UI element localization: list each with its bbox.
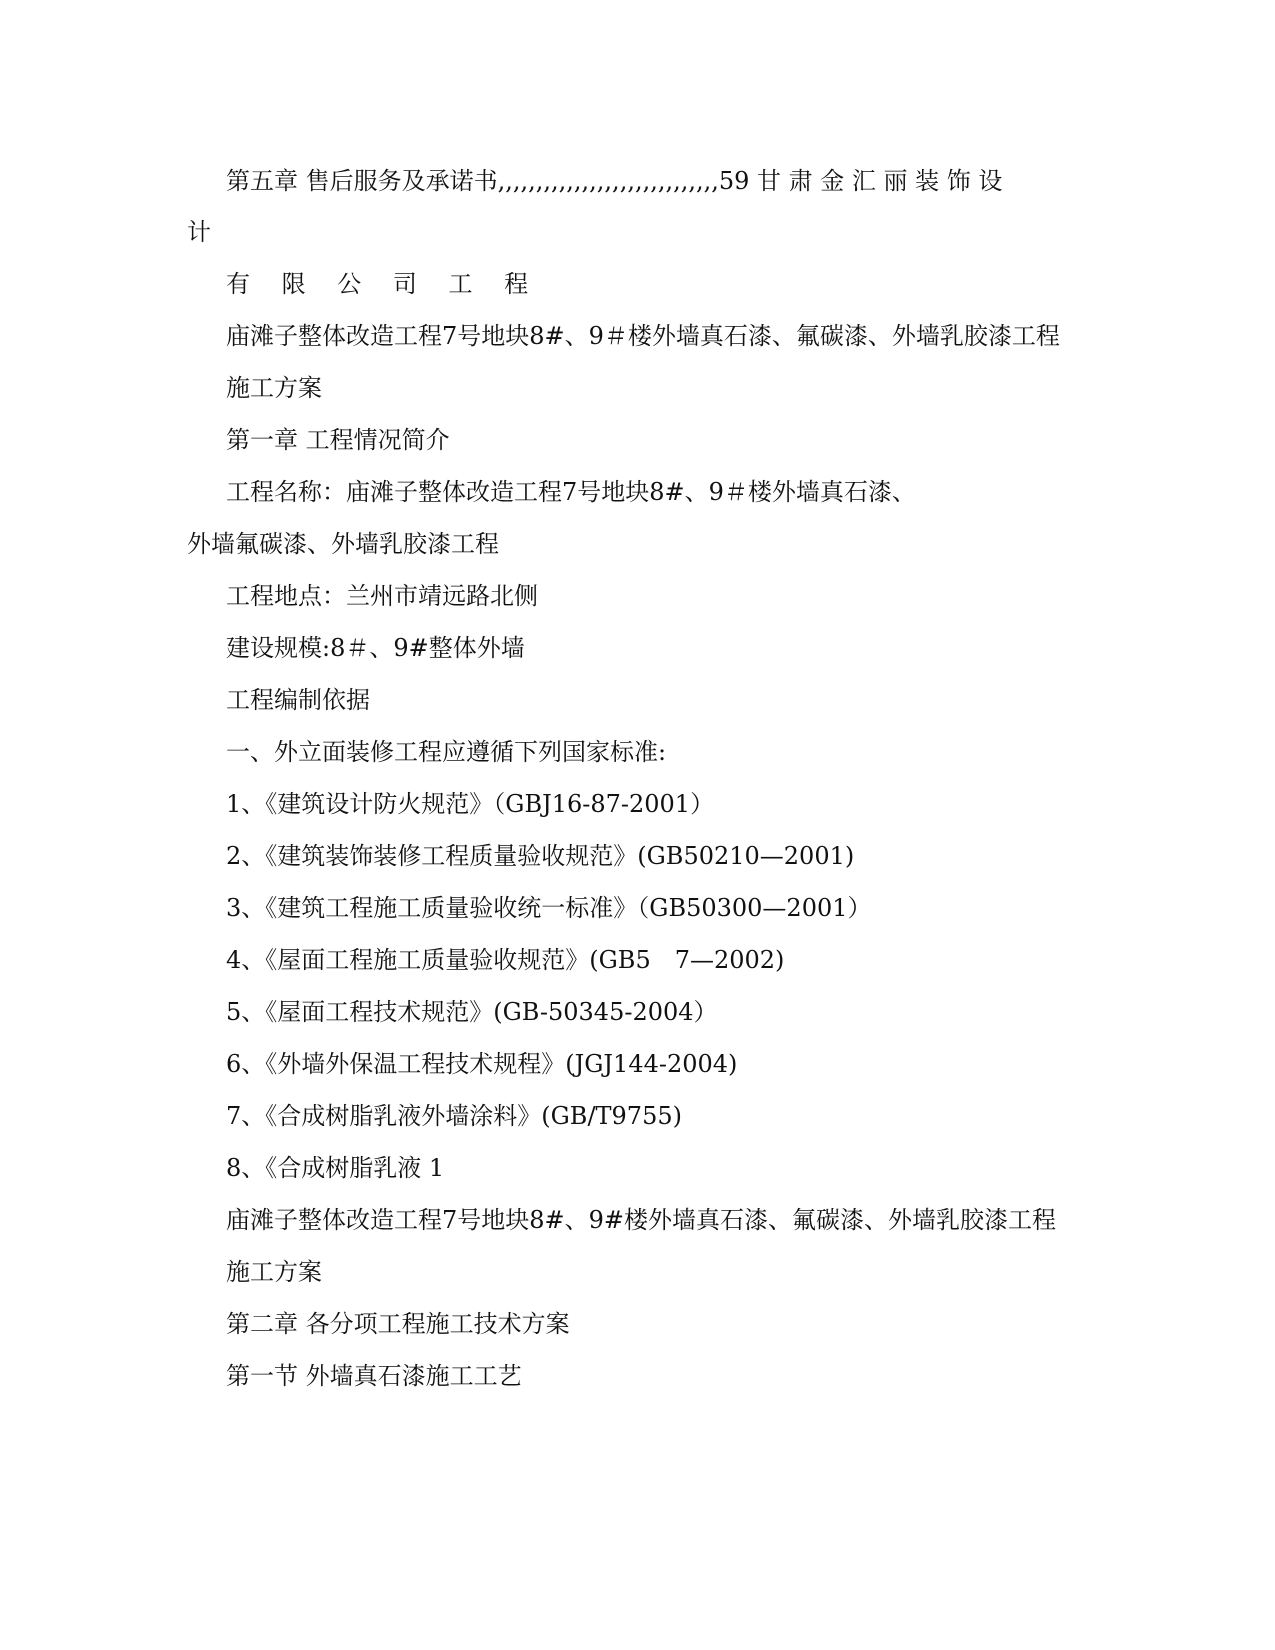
company-line: 有 限 公 司 工 程 [226,270,541,298]
standards-intro: 一、外立面装修工程应遵循下列国家标准: [226,738,667,766]
standard-item-6: 6、《外墙外保温工程技术规程》(JGJ144-2004) [226,1050,738,1078]
plan-subtitle-repeat: 施工方案 [226,1258,322,1286]
standard-item-1: 1、《建筑设计防火规范》（GBJ16-87-2001） [226,790,715,818]
project-name-continuation: 外墙氟碳漆、外墙乳胶漆工程 [187,530,499,558]
chapter-heading-1: 第一章 工程情况简介 [226,426,450,454]
project-title: 庙滩子整体改造工程7号地块8#、9＃楼外墙真石漆、氟碳漆、外墙乳胶漆工程 [226,322,1060,350]
standard-item-8: 8、《合成树脂乳液 1 [226,1154,445,1182]
standard-item-2: 2、《建筑装饰装修工程质量验收规范》(GB50210—2001) [226,842,855,870]
project-name-line: 工程名称：庙滩子整体改造工程7号地块8#、9＃楼外墙真石漆、 [226,478,916,506]
standard-item-7: 7、《合成树脂乳液外墙涂料》(GB/T9755) [226,1102,682,1130]
toc-line-continuation: 计 [187,218,211,246]
project-title-repeat: 庙滩子整体改造工程7号地块8#、9#楼外墙真石漆、氟碳漆、外墙乳胶漆工程 [226,1206,1057,1234]
basis-heading: 工程编制依据 [226,686,370,714]
standard-item-3: 3、《建筑工程施工质量验收统一标准》（GB50300—2001） [226,894,872,922]
plan-subtitle: 施工方案 [226,374,322,402]
chapter-heading-2: 第二章 各分项工程施工技术方案 [226,1310,570,1338]
standard-item-4: 4、《屋面工程施工质量验收规范》(GB5 7—2002) [226,946,785,974]
project-location: 工程地点：兰州市靖远路北侧 [226,582,538,610]
section-heading-1: 第一节 外墙真石漆施工工艺 [226,1362,522,1390]
standard-item-5: 5、《屋面工程技术规范》(GB-50345-2004） [226,998,718,1026]
toc-line-chapter-5: 第五章 售后服务及承诺书,,,,,,,,,,,,,,,,,,,,,,,,,,,,,59 甘 肃 金 汇 丽 装 饰 设 [226,167,1003,195]
construction-scale: 建设规模:8＃、9#整体外墙 [226,634,525,662]
